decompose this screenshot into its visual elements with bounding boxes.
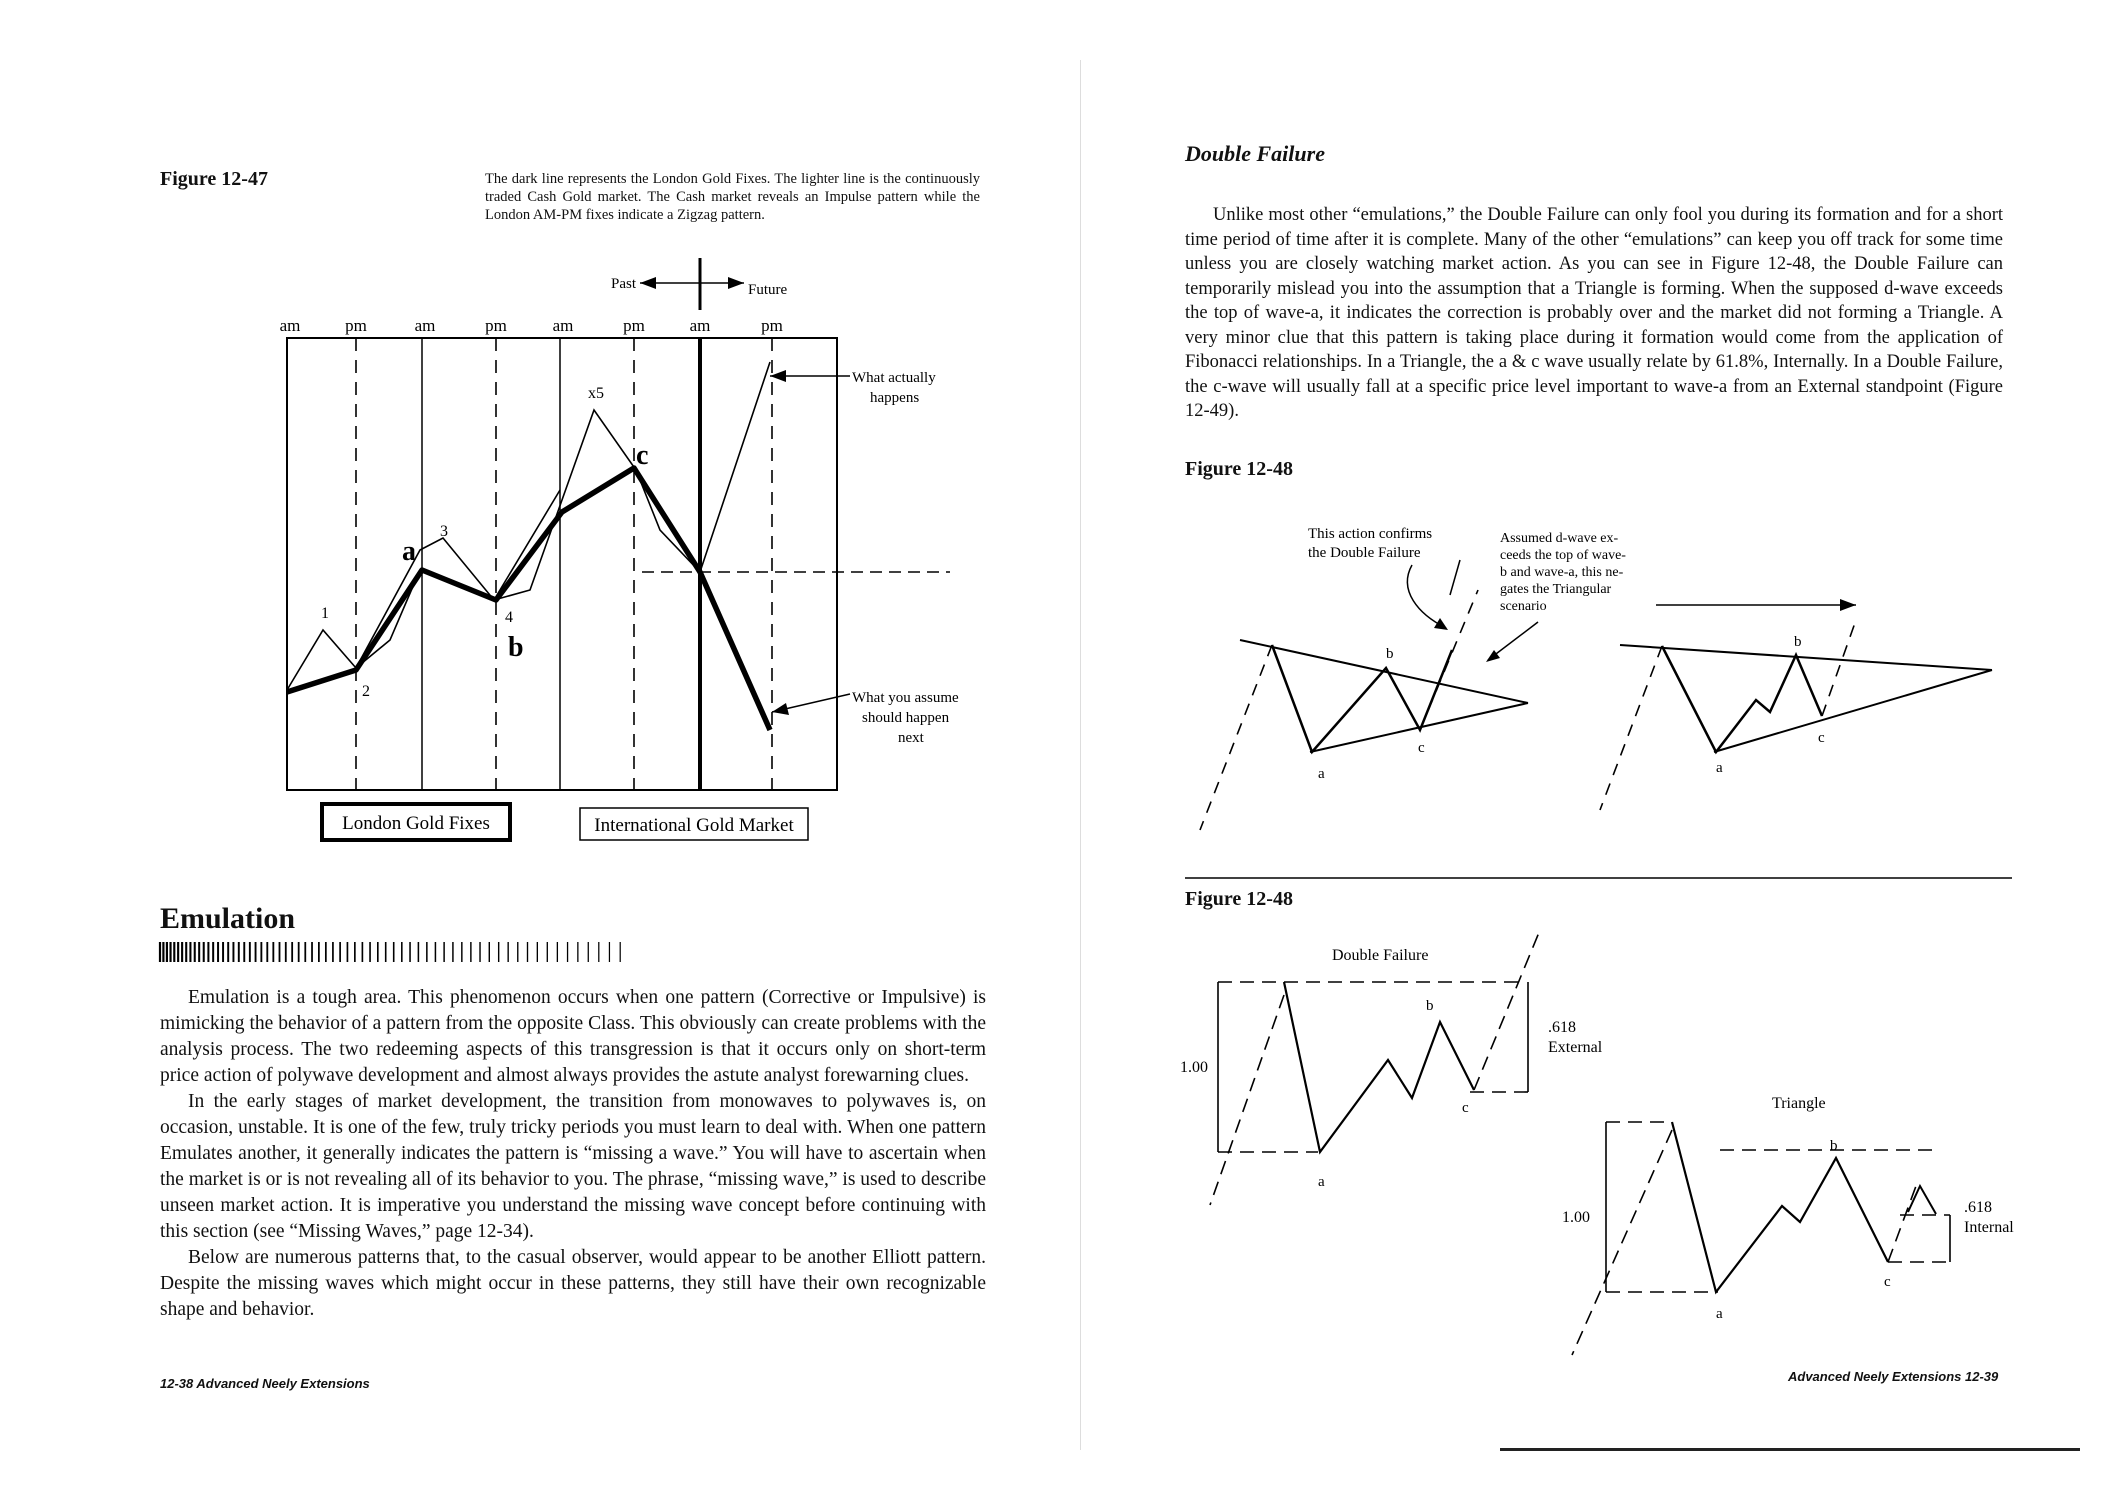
section-title-emulation: Emulation bbox=[160, 902, 296, 935]
figure-12-47-caption: The dark line represents the London Gold Fixes. The lighter line is the continuously traded Cash Gold market. The Cash market reveals an Impulse pattern while the London AM-PM fixes indicate a Zigzag pattern. bbox=[485, 171, 980, 223]
wave-label: b bbox=[1426, 998, 1434, 1014]
note-actual: What actually bbox=[852, 370, 936, 386]
wave-label: a bbox=[1716, 760, 1723, 776]
legend-london: London Gold Fixes bbox=[342, 813, 490, 834]
future-label: Future bbox=[748, 282, 788, 298]
note-confirm: This action confirms bbox=[1308, 526, 1433, 542]
wave-label: c bbox=[636, 440, 649, 471]
note-confirm: the Double Failure bbox=[1308, 545, 1421, 561]
paragraph: In the early stages of market development, the transition from monowaves to polywaves is, on occasion, unstable. It is one of the few, truly tricky periods you must learn to deal with. When one pattern Emulates another, it generally indicates the pattern is “missing a wave.” You will have to ascertain when the market is or is not revealing all of its behavior to you. The phrase, “missing wave,” is used to describe unseen market action. It is imperative you understand the missing wave concept before continuing with this section (see “Missing Waves,” page 12-34). bbox=[160, 1091, 986, 1242]
right-footer: Advanced Neely Extensions 12-39 bbox=[1788, 1369, 1999, 1384]
wave-label: b bbox=[1794, 634, 1802, 650]
wave-label: c bbox=[1884, 1274, 1891, 1290]
note-assumed: ceeds the top of wave- bbox=[1500, 548, 1626, 563]
note-assumed: Assumed d-wave ex- bbox=[1500, 531, 1619, 546]
ratio-label: 1.00 bbox=[1562, 1209, 1590, 1226]
session-label: am bbox=[689, 316, 711, 335]
session-label: pm bbox=[345, 316, 367, 335]
note-assumed: gates the Triangular bbox=[1500, 582, 1612, 597]
session-label: pm bbox=[761, 316, 783, 335]
session-label: am bbox=[414, 316, 436, 335]
section-title-double-failure: Double Failure bbox=[1185, 141, 1325, 166]
triangle-title: Triangle bbox=[1772, 1095, 1826, 1112]
left-footer: 12-38 Advanced Neely Extensions bbox=[160, 1376, 370, 1391]
note-assumed: scenario bbox=[1500, 599, 1547, 614]
note-assumed: b and wave-a, this ne- bbox=[1500, 565, 1624, 580]
wave-label: c bbox=[1818, 730, 1825, 746]
wave-label: a bbox=[1318, 1174, 1325, 1190]
ratio-label: .618 bbox=[1964, 1199, 1992, 1216]
paragraph: Unlike most other “emulations,” the Double Failure can only fool you during its formation and for a short time period of time after it is complete. Many of the other “emulations” can keep you off track for some time unless you are closely watching market action. As you can see in Figure 12-48, the Double Failure can temporarily mislead you into the assumption that a Triangle is forming. When the supposed d-wave exceeds the top of wave-a, it indicates the correction is probably over and the market did not forming a Triangle. A very minor clue that this pattern is taking place during it formation would come from the application of Fibonacci relationships. In a Triangle, the a & c wave usually relate by 61.8%, Internally. In a Double Failure, the c-wave will usually fall at a specific price level important to wave-a from an External standpoint (Figure 12-49). bbox=[1185, 205, 2003, 421]
figure-12-47-label: Figure 12-47 bbox=[160, 168, 268, 190]
ratio-label: External bbox=[1548, 1039, 1603, 1056]
session-label: pm bbox=[623, 316, 645, 335]
session-label: am bbox=[279, 316, 301, 335]
figure-12-48-second-label: Figure 12-48 bbox=[1185, 888, 1293, 910]
figure-12-48-label: Figure 12-48 bbox=[1185, 458, 1293, 480]
wave-label: b bbox=[1830, 1138, 1838, 1154]
session-label: am bbox=[552, 316, 574, 335]
note-assume: What you assume bbox=[852, 690, 959, 706]
ratio-label: Internal bbox=[1964, 1219, 2014, 1236]
paragraph: Emulation is a tough area. This phenomenon occurs when one pattern (Corrective or Impulsive) is mimicking the behavior of a pattern from the opposite Class. This obviously can create problems with the analysis process. The two redeeming aspects of this transgression is that it occurs only on short-term price action of polywave development and almost always provides the astute analyst forewarning clues. bbox=[160, 987, 986, 1086]
legend-international: International Gold Market bbox=[594, 815, 794, 836]
wave-label: 2 bbox=[362, 683, 370, 700]
wave-label: b bbox=[1386, 646, 1394, 662]
wave-label: b bbox=[508, 632, 524, 663]
past-label: Past bbox=[610, 276, 636, 292]
note-actual: happens bbox=[870, 390, 920, 406]
wave-label: 1 bbox=[321, 605, 329, 622]
wave-label: a bbox=[1716, 1306, 1723, 1322]
wave-label: x5 bbox=[588, 385, 604, 402]
ratio-label: 1.00 bbox=[1180, 1059, 1208, 1076]
session-label: pm bbox=[485, 316, 507, 335]
wave-label: c bbox=[1418, 740, 1425, 756]
wave-label: 4 bbox=[505, 609, 513, 626]
paragraph: Below are numerous patterns that, to the casual observer, would appear to be another Elliott pattern. Despite the missing waves which might occur in these patterns, they still have their own recognizable shape and behavior. bbox=[160, 1247, 986, 1320]
wave-label: 3 bbox=[440, 523, 448, 540]
wave-label: c bbox=[1462, 1100, 1469, 1116]
ratio-label: .618 bbox=[1548, 1019, 1576, 1036]
wave-label: a bbox=[402, 536, 416, 567]
double-failure-title: Double Failure bbox=[1332, 947, 1429, 964]
note-assume: next bbox=[898, 730, 924, 746]
note-assume: should happen bbox=[862, 710, 950, 726]
wave-label: a bbox=[1318, 766, 1325, 782]
